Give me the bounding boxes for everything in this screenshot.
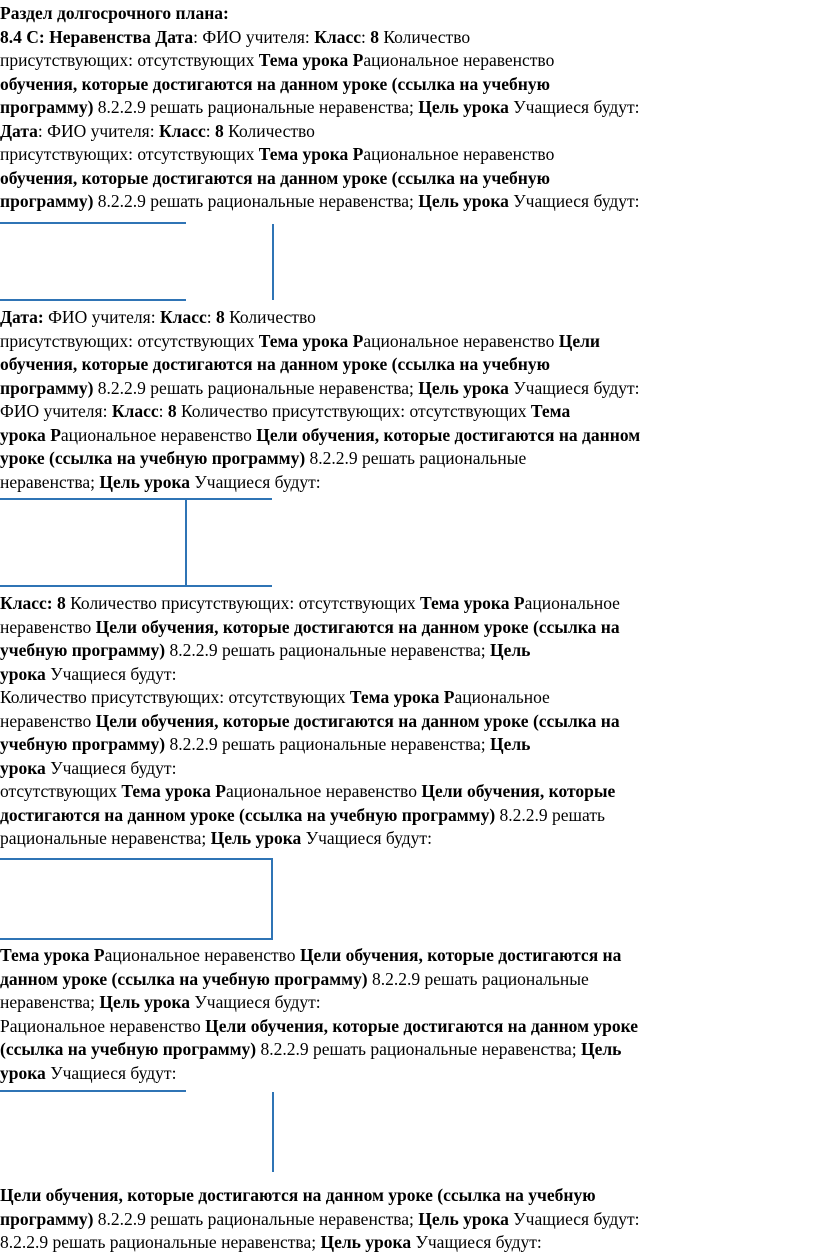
divider-line xyxy=(271,858,273,940)
text-line: урока Рациональное неравенство Цели обучения, которые достигаются на данном xyxy=(0,424,641,445)
text-line: ФИО учителя: Класс: 8 Количество присутствующих: отсутствующих Тема xyxy=(0,401,571,421)
text-line: отсутствующих Тема урока Рациональное неравенство Цели обучения, которые xyxy=(0,781,616,801)
plan-block-3 xyxy=(0,592,812,851)
plan-block-1 xyxy=(0,2,812,214)
text-line: (ссылка на учебную программу) 8.2.2.9 решать рациональные неравенства; Цель xyxy=(0,1039,622,1059)
text-line: рациональные неравенства; Цель урока Учащиеся будут: xyxy=(0,828,432,848)
text-line: учебную программу) 8.2.2.9 решать рациональные неравенства; Цель xyxy=(0,640,531,660)
text-line: урока Учащиеся будут: xyxy=(0,1062,177,1083)
text-line: достигаются на данном уроке (ссылка на учебную программу) 8.2.2.9 решать xyxy=(0,804,605,825)
text-line: неравенство Цели обучения, которые достигаются на данном уроке (ссылка на xyxy=(0,710,620,731)
plan-block-2 xyxy=(0,306,812,494)
text-line: урока Учащиеся будут: xyxy=(0,663,177,684)
divider-line xyxy=(0,858,272,860)
text-line: урока Учащиеся будут: xyxy=(0,757,177,778)
text-line: данном уроке (ссылка на учебную программу) 8.2.2.9 решать рациональные xyxy=(0,968,589,989)
text-line: присутствующих: отсутствующих Тема урока Рациональное неравенство Цели xyxy=(0,330,600,351)
text-line: неравенства; Цель урока Учащиеся будут: xyxy=(0,992,321,1012)
text-line: присутствующих: отсутствующих Тема урока Рациональное неравенство xyxy=(0,144,555,164)
text-line: Класс: 8 Количество присутствующих: отсутствующих Тема урока Рациональное xyxy=(0,593,620,613)
text-line: Количество присутствующих: отсутствующих Тема урока Рациональное xyxy=(0,687,550,707)
text-line: присутствующих: отсутствующих Тема урока Рациональное неравенство xyxy=(0,50,555,70)
text-line: уроке (ссылка на учебную программу) 8.2.2.9 решать рациональные xyxy=(0,448,527,468)
text-line: 8.4 С: Неравенства Дата: ФИО учителя: Класс: 8 Количество xyxy=(0,26,471,47)
text-line: Цели обучения, которые достигаются на данном уроке (ссылка на учебную xyxy=(0,1185,596,1205)
text-line: обучения, которые достигаются на данном уроке (ссылка на учебную xyxy=(0,73,550,94)
divider-line xyxy=(272,1092,274,1172)
divider-line xyxy=(0,299,186,301)
text-line: программу) 8.2.2.9 решать рациональные неравенства; Цель урока Учащиеся будут: xyxy=(0,1208,640,1229)
plan-block-5 xyxy=(0,1184,812,1255)
text-line: Дата: ФИО учителя: Класс: 8 Количество xyxy=(0,307,316,327)
divider-line xyxy=(0,1090,186,1092)
text-line: учебную программу) 8.2.2.9 решать рациональные неравенства; Цель xyxy=(0,734,531,754)
text-line: программу) 8.2.2.9 решать рациональные неравенства; Цель урока Учащиеся будут: xyxy=(0,191,640,211)
plan-block-4 xyxy=(0,944,812,1085)
divider-line xyxy=(0,498,272,500)
text-line: 8.2.2.9 решать рациональные неравенства; Цель урока Учащиеся будут: xyxy=(0,1232,542,1252)
divider-line xyxy=(272,224,274,300)
divider-line xyxy=(0,938,272,940)
text-line: обучения, которые достигаются на данном уроке (ссылка на учебную xyxy=(0,167,550,188)
text-line: неравенства; Цель урока Учащиеся будут: xyxy=(0,471,321,492)
divider-line xyxy=(0,585,272,587)
text-line: Дата: ФИО учителя: Класс: 8 Количество xyxy=(0,120,315,141)
text-line: Раздел долгосрочного плана: xyxy=(0,3,229,23)
divider-line xyxy=(0,222,186,224)
text-line: неравенство Цели обучения, которые достигаются на данном уроке (ссылка на xyxy=(0,616,620,637)
text-line: обучения, которые достигаются на данном уроке (ссылка на учебную xyxy=(0,354,550,374)
divider-line xyxy=(185,500,187,586)
text-line: Рациональное неравенство Цели обучения, которые достигаются на данном уроке xyxy=(0,1015,639,1036)
text-line: программу) 8.2.2.9 решать рациональные неравенства; Цель урока Учащиеся будут: xyxy=(0,377,640,398)
text-line: программу) 8.2.2.9 решать рациональные неравенства; Цель урока Учащиеся будут: xyxy=(0,97,640,117)
text-line: Тема урока Рациональное неравенство Цели обучения, которые достигаются на xyxy=(0,945,622,965)
